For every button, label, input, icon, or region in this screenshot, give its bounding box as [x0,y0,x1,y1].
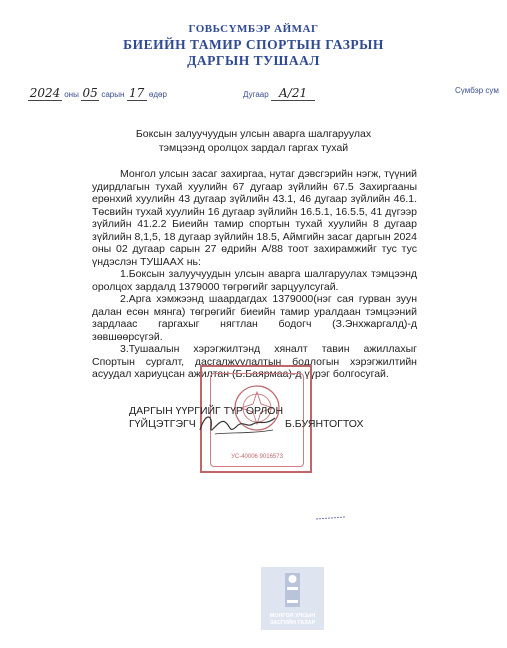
subject-line-1: Боксын залуучуудын улсын аварга шалгаруулах [135,128,372,140]
pen-mark [316,515,346,521]
stamp-number: УС-40006 9016573 [231,454,283,460]
date-year-label: оны [64,90,79,99]
number-value: А/21 [271,86,315,101]
subject-line-2: тэмцээнд оролцох зардал гаргах тухай [158,142,349,154]
date-line [28,86,167,101]
emblem-caption-line-2: ЗАСГИЙН ГАЗАР [269,620,316,626]
body-paragraph: 1.Боксын залуучуудын улсын аварга шалгаруулах тэмцээнд оролцох зардалд 1379000 төгрөгийг зарцуулсугай. [92,268,417,293]
date-day-label: өдөр [148,90,167,99]
date-month-label: сарын [101,90,125,99]
handwritten-signature [195,408,280,440]
date-year-value: 2024 [29,86,61,100]
signatory-title-line-1: ДАРГЫН ҮҮРГИЙГ ТҮР ОРЛОН [129,405,284,417]
government-emblem [261,567,324,630]
body-paragraph: 3.Тушаалын хэрэгжилтэнд хяналт тавин ажиллахыг Спортын сургалт, дасгалжуулалтын бодлогын хэрэгжилтийн асуудал хариуцсан ажилтан (Б.Баярмаа)-д үүрэг болгосугай. [92,343,417,380]
signatory-title-line-2: ГҮЙЦЭТГЭГЧ [129,418,196,430]
place-text: Сүмбэр сум [455,86,499,95]
organization-heading: БИЕИЙН ТАМИР СПОРТЫН ГАЗРЫН [123,37,384,52]
date-day-value: 17 [127,86,147,101]
emblem-caption-line-1: МОНГОЛ УЛСЫН [269,613,316,619]
soyombo-icon [261,567,324,611]
province-heading: ГОВЬСҮМБЭР АЙМАГ [188,23,319,35]
number-line [243,86,315,101]
body-paragraph: Монгол улсын засаг захиргаа, нутаг дэвсгэрийн нэгж, түүний удирдлагын тухай хуулийн 67 дугаар зүйлийн 67.5 Захиргааны ерөнхий хуулийн 43 дугаар зүйлийн 43.1, 46 дугаар зүйлийн 46.1. Төсвийн тухай хуулийн 16 дугаар зүйлийн 16.5.1, 16.5.5, 41 дүгээр зүйлийн 41.2.2 Биеийн тамир спортын тухай хуулийн 8 дугаар зүйлийн 8,1,5, 18 дугаар зүйлийн 18.5, Аймгийн засаг даргын 2024 оны 02 дугаар сарын 27 өдрийн А/88 тоот захирамжийг тус тус үндэслэн ТУШААХ нь: [92,168,417,268]
document-body [92,168,417,381]
date-month-value: 05 [82,86,98,100]
signatory-name: Б.БУЯНТОГТОХ [285,418,364,430]
body-paragraph: 2.Арга хэмжээнд шаардагдах 1379000(нэг сая гурван зуун далан есөн мянга) төгрөгийг биеийн тамир уралдаан тэмцээний зардлаас гаргахыг нягтлан бодогч (З.Энхжаргалд)-д зөвшөөрсүгэй. [92,293,417,343]
document-type-heading: ДАРГЫН ТУШААЛ [187,53,320,68]
number-label: Дугаар [243,90,269,99]
